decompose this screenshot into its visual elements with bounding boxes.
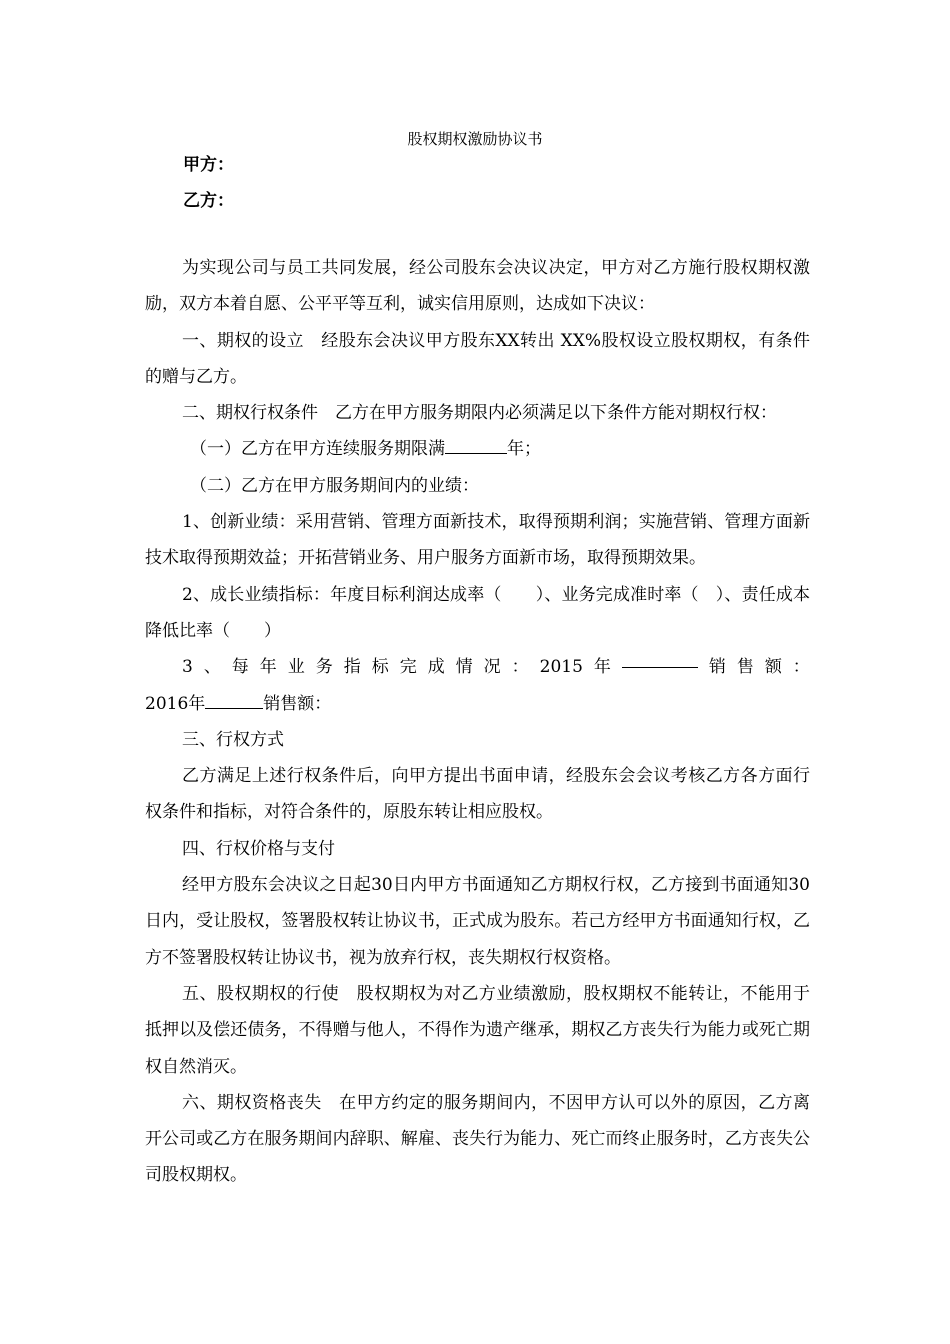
sales-2016-label: 销售额： xyxy=(263,693,332,714)
section-3-heading: 三、行权方式 xyxy=(182,729,284,750)
sales-2016-blank xyxy=(205,690,263,709)
annual-targets-char: 情 xyxy=(455,657,473,678)
condition-1-text: （一）乙方在甲方连续服务期限满 xyxy=(190,439,445,460)
condition-2-paragraph: （二）乙方在甲方服务期间内的业绩： xyxy=(190,475,479,496)
section-1-paragraph: 一、期权的设立 经股东会决议甲方股东XX转出 XX%股权设立股权期权，有条件的赠与乙方。 xyxy=(145,330,810,387)
annual-targets-char: ： xyxy=(792,657,810,678)
section-4-paragraph: 经甲方股东会决议之日起30日内甲方书面通知乙方期权行权，乙方接到书面通知30日内，受让股权，签署股权转让协议书，正式成为股东。若己方经甲方书面通知行权，乙方不签署股权转让协议书，视为放弃行权，丧失期权行权资格。 xyxy=(145,875,810,968)
condition-1-suffix: 年； xyxy=(507,439,541,460)
annual-targets-char: 标 xyxy=(371,657,389,678)
condition-1-paragraph xyxy=(145,431,810,467)
annual-targets-char: 年 xyxy=(259,657,277,678)
growth-indicators-paragraph: 2、成长业绩指标：年度目标利润达成率（ ）、业务完成准时率（ ）、责任成本降低比率（ ） xyxy=(145,584,810,641)
party-b-label: 乙方： xyxy=(183,191,234,211)
annual-targets-char: 完 xyxy=(399,657,417,678)
section-6-paragraph: 六、期权资格丧失 在甲方约定的服务期间内，不因甲方认可以外的原因，乙方离开公司或乙方在服务期间内辞职、解雇、丧失行为能力、死亡而终止服务时，乙方丧失公司股权期权。 xyxy=(145,1092,810,1186)
annual-targets-char: 务 xyxy=(315,657,333,678)
annual-targets-line xyxy=(145,649,810,685)
innovation-performance-paragraph: 1、创新业绩：采用营销、管理方面新技术，取得预期利润；实施营销、管理方面新技术取得预期效益；开拓营销业务、用户服务方面新市场，取得预期效果。 xyxy=(145,512,810,569)
sales-2016-year: 2016年 xyxy=(145,693,206,714)
annual-targets-char: 每 xyxy=(231,657,249,678)
annual-targets-char: 指 xyxy=(343,657,361,678)
annual-targets-char: 业 xyxy=(287,657,305,678)
document-body xyxy=(145,250,810,1194)
annual-targets-char: ： xyxy=(511,657,529,678)
section-5-paragraph: 五、股权期权的行使 股权期权为对乙方业绩激励，股权期权不能转让，不能用于抵押以及偿还债务，不得赠与他人，不得作为遗产继承，期权乙方丧失行为能力或死亡期权自然消灭。 xyxy=(145,983,810,1077)
annual-targets-char: 成 xyxy=(427,657,445,678)
annual-targets-char: 额 xyxy=(764,657,782,678)
sales-2016-line xyxy=(145,686,810,722)
section-3-paragraph: 乙方满足上述行权条件后，向甲方提出书面申请，经股东会会议考核乙方各方面行权条件和指标，对符合条件的，原股东转让相应股权。 xyxy=(145,766,810,823)
document-title: 股权期权激励协议书 xyxy=(407,130,543,148)
annual-targets-char: 、 xyxy=(203,657,221,678)
service-years-blank xyxy=(445,435,507,454)
annual-targets-char: 售 xyxy=(736,657,754,678)
sales-2015-blank xyxy=(622,649,698,668)
party-a-label: 甲方： xyxy=(183,155,234,175)
section-2-paragraph: 二、期权行权条件 乙方在甲方服务期限内必须满足以下条件方能对期权行权： xyxy=(182,403,777,424)
annual-targets-char: 销 xyxy=(708,657,726,678)
intro-paragraph: 为实现公司与员工共同发展，经公司股东会决议决定，甲方对乙方施行股权期权激励，双方本着自愿、公平平等互利，诚实信用原则，达成如下决议： xyxy=(145,258,810,315)
annual-targets-char: 年 xyxy=(593,657,611,678)
annual-targets-char: 况 xyxy=(483,657,501,678)
annual-targets-char: 3 xyxy=(182,657,193,678)
section-4-heading: 四、行权价格与支付 xyxy=(182,838,335,859)
annual-targets-char: 2015 xyxy=(539,657,583,678)
